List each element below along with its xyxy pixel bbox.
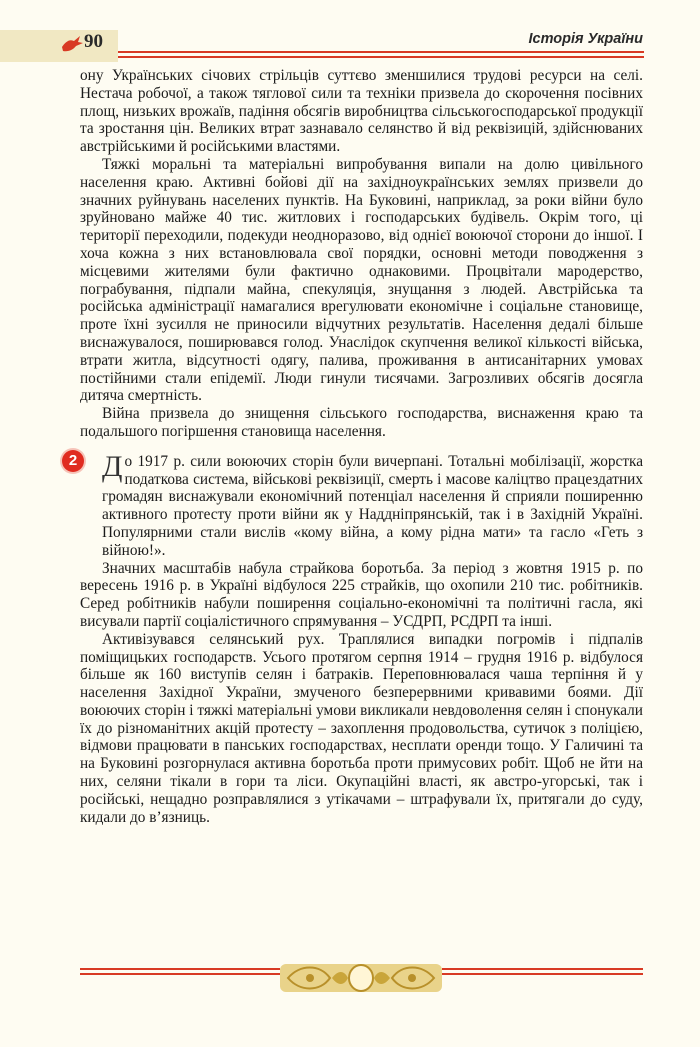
page-header [0,0,700,70]
section-number-badge: 2 [62,450,84,472]
page-body [68,67,643,826]
paragraph: Тяжкі моральні та матеріальні випробування випали на долю цивільного населення краю. Активні бойові дії на західноукраїнських землях призвели до значних руйнувань населених пунктів. На Буковині, наприклад, за роки війни було зруйновано майже 40 тис. житлових і господарських будівель. Окрім того, ці території переходили, подекуди неодноразово, від однієї воюючої сторони до іншої. І хоча кожна з них встановлювала свої порядки, основні методи поводження з місцевими жителями були фактично однаковими. Процвітали мародерство, пограбування, підпали майна, спекуляція, знущання з людей. Австрійська та російська адміністрації намагалися врегулювати економічне і соціальне становище, проте їхні зусилля не приносили відчутних результатів. Населення дедалі більше виснажувалося, поширювався голод. Унаслідок скупчення великої кількості війська, втрати житла, відсутності одягу, палива, проживання в антисанітарних умовах постійними стали епідемії. Люди гинули тисячами. Загрозливих обсягів досягла дитяча смертність. [80,155,643,405]
page-number: 90 [84,31,103,52]
footer-rule-right [442,968,643,970]
footer-rule-left-2 [80,973,280,975]
paragraph: Активізувався селянський рух. Траплялися випадки погромів і підпалів поміщицьких господарств. Усього протягом серпня 1914 – грудня 1916 р. відбулося більше як 160 виступів селян і батраків. Переповнювалася чаша терпіння й у населення Західної України, змученого безперервними кривавими боями. Дії воюючих сторін і тяжкі матеріальні умови викликали невдоволення селян і спонукали їх до різноманітних акцій протесту – захоплення продовольства, сутичок з поліцією, відмови працювати в панських господарствах, несплати оренди тощо. У Галичині та на Буковині розгорнулася активна боротьба проти примусових робіт. Щоб не йти на них, селяни тікали в гори та ліси. Окупаційні власті, як австро-угорські, так і російські, нещадно розправлялися з утікачами – штрафували їх, притягали до суду, кидали до в’язниць. [80,630,643,826]
paragraph: Війна призвела до знищення сільського господарства, виснаження краю та подальшого погіршення становища населення. [80,405,643,440]
section-2 [68,449,643,827]
page-footer [80,960,643,996]
section-first-text: о 1917 р. сили воюючих сторін були вичерпані. Тотальні мобілізації, жорстка податкова система, військові реквізиції, смерть і масове каліцтво працездатних громадян виснажували економічний потенціал населення й сприяли поширенню активного протесту проти війни як у Наддніпрянській, так і в Західній Україні. Популярними стали вислів «кому війна, а кому рідна мати» та гасло «Геть з війною!». [102,452,643,559]
section-first-paragraph [80,449,643,560]
paragraph: Значних масштабів набула страйкова боротьба. За період з жовтня 1915 р. по вересень 1916 р. в Україні відбулося 225 страйків, що охопили 210 тис. робітників. Серед робітників набули поширення соціально-економічні та політичні гасла, які висували партії соціалістичного спрямування – УСДРП, РСДРП та інші. [80,559,643,630]
drop-cap: Д [102,449,123,483]
ornament-icon [280,960,442,996]
header-rule-top [118,51,644,53]
header-rule-bottom [118,56,644,58]
footer-rule-right-2 [442,973,643,975]
bird-icon [60,33,84,55]
footer-rule-left [80,968,280,970]
paragraph: ону Українських січових стрільців суттєво зменшилися трудові ресурси на селі. Нестача робочої, а також тяглової сили та техніки призвела до скорочення посівних площ, низьких врожаїв, падіння обсягів виробництва сільськогосподарської продукції та зростання цін. Великих втрат зазнавало селянство й від реквізицій, здійснюваних австрійськими й російськими властями. [80,67,643,156]
book-title: Історія України [528,31,643,47]
